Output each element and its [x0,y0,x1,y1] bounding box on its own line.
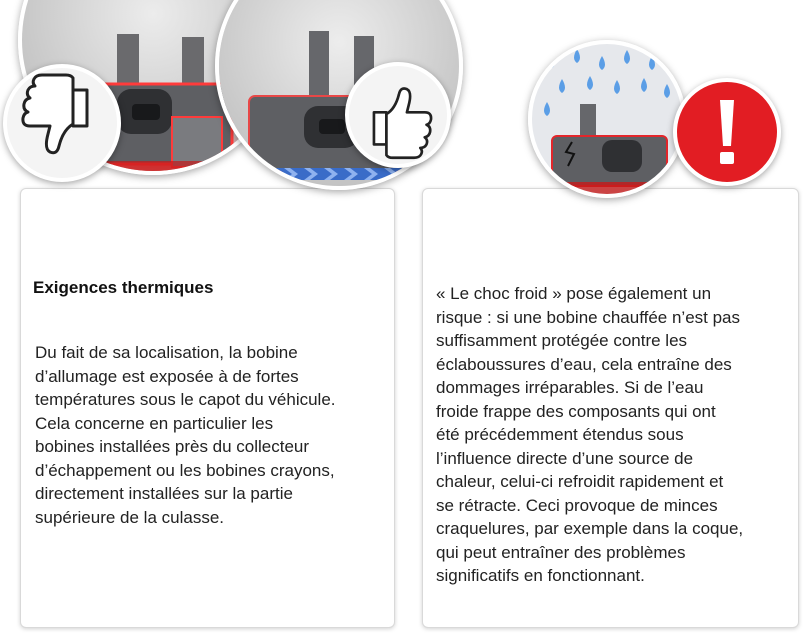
text-line: « Le choc froid » pose également un [436,284,712,303]
text-line: significatifs en fonctionnant. [436,566,645,585]
thermal-requirements-text [35,341,380,529]
text-line: chaleur, celui-ci refroidit rapidement et [436,472,724,491]
text-line: éclaboussures d’eau, cela entraîne des [436,354,732,374]
text-line: d’échappement ou les bobines crayons, [35,460,335,480]
text-line: craquelures, par exemple dans la coque, [436,519,744,538]
section-heading: Exigences thermiques [33,278,214,297]
text-line: températures sous le capot du véhicule. [35,390,336,409]
text-line: dommages irréparables. Si de l’eau [436,378,704,397]
text-line: d’allumage est exposée à de fortes [35,366,299,386]
text-line: qui peut entraîner des problèmes [436,542,686,562]
text-line: supérieure de la culasse. [35,507,225,527]
thumbs-down-icon [3,64,121,182]
text-line: Du fait de sa localisation, la bobine [35,343,298,362]
text-line: directement installées sur la partie [35,484,293,503]
text-line: froide frappe des composants qui ont [436,401,716,421]
photo-cold-shock-ignition-coil [528,40,686,198]
cold-shock-text [436,282,788,588]
text-line: Cela concerne en particulier les [35,413,274,433]
text-line: risque : si une bobine chauffée n’est pas [436,307,741,327]
text-line: bobines installées près du collecteur [35,437,310,456]
text-line: l’influence directe d’une source de [436,448,694,468]
text-line: été précédemment étendus sous [436,425,684,444]
text-line: suffisamment protégée contre les [436,331,688,350]
text-line: se rétracte. Ceci provoque de minces [436,495,718,515]
thumbs-up-icon [345,62,451,168]
exclamation-icon [673,78,781,186]
